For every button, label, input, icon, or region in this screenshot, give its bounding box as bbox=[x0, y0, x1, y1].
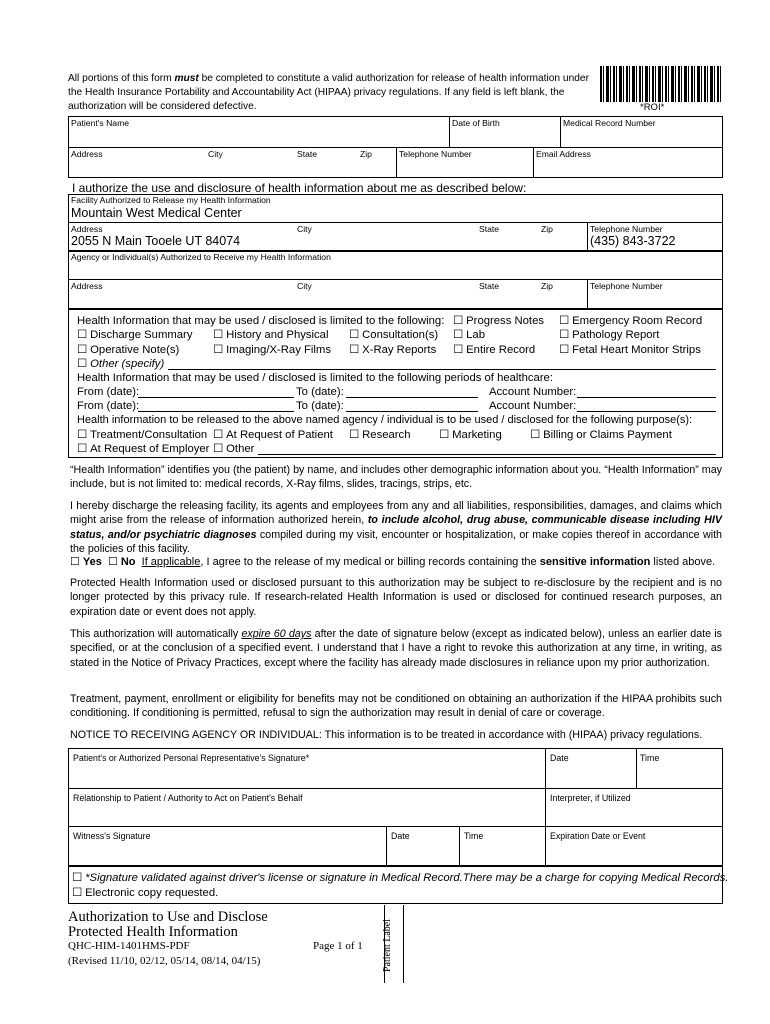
request-employer-checkbox[interactable]: ☐ At Request of Employer bbox=[77, 442, 209, 456]
expiration-field[interactable]: Expiration Date or Event bbox=[550, 831, 646, 841]
xray-reports-checkbox[interactable]: ☐ X-Ray Reports bbox=[349, 343, 436, 357]
witness-time-field[interactable]: Time bbox=[464, 831, 484, 841]
er-record-checkbox[interactable]: ☐ Emergency Room Record bbox=[559, 314, 702, 328]
lab-checkbox[interactable]: ☐ Lab bbox=[453, 328, 485, 342]
relationship-field[interactable]: Relationship to Patient / Authority to Act on Patient's Behalf bbox=[73, 793, 303, 803]
releasing-zip-label: Zip bbox=[541, 224, 553, 234]
info-limited-label: Health Information that may be used / disclosed is limited to the following: bbox=[77, 315, 445, 327]
health-info-definition: “Health Information” identifies you (the patient) by name, and includes other demographic information about you. “Health Information” may include, but is not limited to: medical records, X-Ray films, slides, tracings, strips, etc. bbox=[70, 464, 722, 491]
account-number-field-1[interactable] bbox=[577, 397, 716, 398]
revision-dates: (Revised 11/10, 02/12, 05/14, 08/14, 04/15) bbox=[68, 955, 261, 967]
form-instructions: All portions of this form must be completed to constitute a valid authorization for release of health information under the Health Insurance Portability and Accountability Act (HIPAA) privacy regulations. If any field is left blank, the authorization will be considered defective. bbox=[68, 73, 589, 112]
date-of-birth-field[interactable]: Date of Birth bbox=[452, 118, 500, 128]
witness-signature-field[interactable]: Witness's Signature bbox=[73, 831, 151, 841]
receiving-phone-field[interactable]: Telephone Number bbox=[590, 281, 663, 291]
interpreter-field[interactable]: Interpreter, if Utilized bbox=[550, 793, 631, 803]
treatment-checkbox[interactable]: ☐ Treatment/Consultation bbox=[77, 428, 207, 442]
patient-name-field[interactable]: Patient's Name bbox=[71, 118, 130, 128]
yes-checkbox[interactable]: ☐ Yes bbox=[70, 556, 102, 568]
to-date-field-2[interactable] bbox=[346, 411, 478, 412]
discharge-liability-paragraph: I hereby discharge the releasing facility, its agents and employees from any and all liabilities, responsibilities, damages, and claims which might arise from the release of information authorized herein, to include alcohol, drug abuse, communicable disease including HIV status, and/or psychiatric diagnoses compiled during my visit, encounter or hospitalization, or make copies thereof in accordance with the policies of this facility. bbox=[70, 500, 722, 555]
from-date-label-2: From (date): bbox=[77, 400, 140, 412]
authorize-statement: I authorize the use and disclosure of health information about me as described below: bbox=[72, 181, 527, 195]
from-date-field-1[interactable] bbox=[138, 397, 294, 398]
operative-notes-checkbox[interactable]: ☐ Operative Note(s) bbox=[77, 343, 179, 357]
patient-address-field[interactable]: Address bbox=[71, 149, 103, 159]
releasing-state-label: State bbox=[479, 224, 500, 234]
progress-notes-checkbox[interactable]: ☐ Progress Notes bbox=[453, 314, 544, 328]
signature-validated-checkbox[interactable]: ☐ *Signature validated against driver's license or signature in Medical Record.There may be a charge for copying Medical Records. bbox=[72, 871, 728, 885]
receiving-state-field[interactable]: State bbox=[479, 281, 500, 291]
releasing-city-label: City bbox=[297, 224, 312, 234]
conditioning-paragraph: Treatment, payment, enrollment or eligibility for benefits may not be conditioned on obtaining an authorization if the HIPAA prohibits such conditioning. If conditioning is permitted, refusal to sign the authorization may result in denial of care or coverage. bbox=[70, 693, 722, 720]
other-purpose-line[interactable] bbox=[258, 454, 716, 455]
account-number-field-2[interactable] bbox=[577, 411, 716, 412]
roi-label: *ROI* bbox=[640, 102, 665, 113]
patient-signature-field[interactable]: Patient's or Authorized Personal Representative's Signature* bbox=[73, 753, 310, 763]
fetal-monitor-checkbox[interactable]: ☐ Fetal Heart Monitor Strips bbox=[559, 343, 701, 357]
purposes-label: Health information to be released to the above named agency / individual is to be used / disclosed for the following purpose(s): bbox=[77, 414, 693, 426]
patient-zip-field[interactable]: Zip bbox=[360, 149, 372, 159]
patient-email-field[interactable]: Email Address bbox=[536, 149, 591, 159]
signature-table bbox=[68, 748, 723, 866]
discharge-summary-checkbox[interactable]: ☐ Discharge Summary bbox=[77, 328, 192, 342]
witness-date-field[interactable]: Date bbox=[391, 831, 410, 841]
receiving-city-field[interactable]: City bbox=[297, 281, 312, 291]
patient-state-field[interactable]: State bbox=[297, 149, 318, 159]
releasing-phone-value[interactable]: (435) 843-3722 bbox=[590, 234, 676, 248]
no-checkbox[interactable]: ☐ No bbox=[108, 556, 136, 568]
receiving-address-field[interactable]: Address bbox=[71, 281, 103, 291]
patient-label-area: Patient Label bbox=[382, 918, 394, 973]
other-specify-checkbox[interactable]: ☐ Other (specify) bbox=[77, 357, 164, 371]
medical-record-number-field[interactable]: Medical Record Number bbox=[563, 118, 656, 128]
to-date-field-1[interactable] bbox=[346, 397, 478, 398]
to-date-label-2: To (date): bbox=[296, 400, 344, 412]
releasing-address-label: Address bbox=[71, 224, 103, 234]
from-date-field-2[interactable] bbox=[138, 411, 294, 412]
request-patient-checkbox[interactable]: ☐ At Request of Patient bbox=[213, 428, 333, 442]
electronic-copy-checkbox[interactable]: ☐ Electronic copy requested. bbox=[72, 886, 218, 900]
releasing-phone-label: Telephone Number bbox=[590, 224, 663, 234]
receiving-agency-field[interactable]: Agency or Individual(s) Authorized to Receive my Health Information bbox=[71, 252, 331, 262]
patient-phone-field[interactable]: Telephone Number bbox=[399, 149, 472, 159]
notice-paragraph: NOTICE TO RECEIVING AGENCY OR INDIVIDUAL: This information is to be treated in accordance with (HIPAA) privacy regulations. bbox=[70, 729, 703, 741]
redisclosure-paragraph: Protected Health Information used or disclosed pursuant to this authorization may be subject to re-disclosure by the recipient and is no longer protected by this privacy rule. If research-related Health Information is used or disclosed for continued research purposes, an expiration date or event does not apply. bbox=[70, 577, 722, 618]
other-specify-line[interactable] bbox=[168, 369, 716, 370]
must-emphasis: must bbox=[174, 73, 199, 84]
account-number-label-2: Account Number: bbox=[489, 400, 577, 412]
receiving-zip-field[interactable]: Zip bbox=[541, 281, 553, 291]
other-purpose-checkbox[interactable]: ☐ Other bbox=[213, 442, 254, 456]
expiration-paragraph: This authorization will automatically expire 60 days after the date of signature below (except as indicated below), unless an earlier date is specified, or at the conclusion of a specified event. I understand that I have a right to revoke this authorization at any time, in writing, as stated in the Notice of Privacy Practices, except where the facility has already made disclosures in reliance upon my prior authorization. bbox=[70, 628, 722, 669]
research-checkbox[interactable]: ☐ Research bbox=[349, 428, 411, 442]
barcode-image bbox=[600, 66, 722, 102]
signature-time-field[interactable]: Time bbox=[640, 753, 660, 763]
form-id: QHC-HIM-1401HMS-PDF bbox=[68, 940, 190, 952]
form-title: Authorization to Use and Disclose Protected Health Information bbox=[68, 909, 268, 940]
releasing-address-value[interactable]: 2055 N Main Tooele UT 84074 bbox=[71, 234, 241, 248]
pathology-report-checkbox[interactable]: ☐ Pathology Report bbox=[559, 328, 659, 342]
entire-record-checkbox[interactable]: ☐ Entire Record bbox=[453, 343, 535, 357]
account-number-label-1: Account Number: bbox=[489, 386, 577, 398]
page-number: Page 1 of 1 bbox=[313, 940, 363, 952]
signature-date-field[interactable]: Date bbox=[550, 753, 569, 763]
periods-label: Health Information that may be used / disclosed is limited to the following periods of healthcare: bbox=[77, 372, 553, 384]
from-date-label-1: From (date): bbox=[77, 386, 140, 398]
releasing-facility-label: Facility Authorized to Release my Health Information bbox=[71, 195, 271, 205]
billing-checkbox[interactable]: ☐ Billing or Claims Payment bbox=[530, 428, 672, 442]
imaging-checkbox[interactable]: ☐ Imaging/X-Ray Films bbox=[213, 343, 331, 357]
marketing-checkbox[interactable]: ☐ Marketing bbox=[439, 428, 502, 442]
consultation-checkbox[interactable]: ☐ Consultation(s) bbox=[349, 328, 438, 342]
patient-city-field[interactable]: City bbox=[208, 149, 223, 159]
history-physical-checkbox[interactable]: ☐ History and Physical bbox=[213, 328, 328, 342]
sensitive-consent-line: ☐ Yes ☐ No If applicable, I agree to the release of my medical or billing records containing the sensitive information listed above. bbox=[70, 555, 722, 569]
releasing-facility-name[interactable]: Mountain West Medical Center bbox=[71, 206, 242, 220]
to-date-label-1: To (date): bbox=[296, 386, 344, 398]
